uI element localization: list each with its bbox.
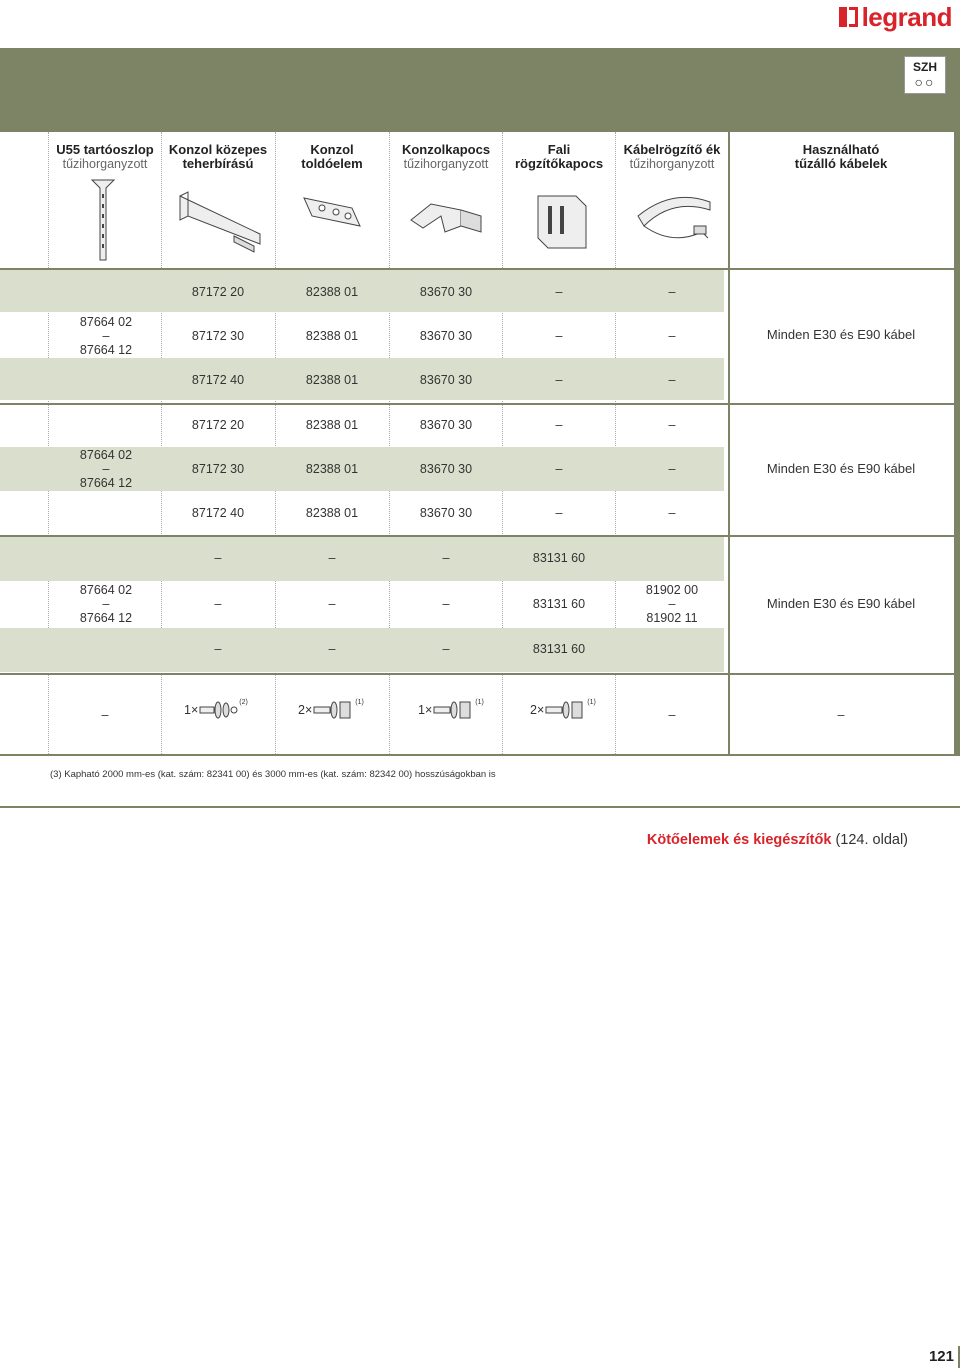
header-band [0, 48, 960, 132]
table-cell: 83670 30 [419, 418, 473, 432]
bolt-nut-icon [312, 700, 354, 720]
footer-divider [0, 806, 960, 808]
col-header-usable-cables: Használható tűzálló kábelek [794, 142, 888, 171]
szh-badge [904, 56, 946, 94]
bolt-nut-icon [544, 700, 586, 720]
col-header-extension: Konzol toldóelem [301, 142, 363, 171]
table-cell: – [668, 462, 676, 476]
group-divider [0, 268, 954, 270]
table-cell: – [668, 708, 676, 722]
footnote: (3) Kapható 2000 mm-es (kat. szám: 82341 00) és 3000 mm-es (kat. szám: 82342 00) hosszúságokban is [50, 769, 496, 780]
table-cell: 87172 40 [191, 506, 245, 520]
usable-cables-text: Minden E30 és E90 kábel [766, 461, 916, 476]
support-column-image [88, 176, 120, 264]
table-cell: 82388 01 [305, 506, 359, 520]
bracket-image [174, 176, 266, 264]
group-divider [0, 403, 954, 405]
table-cell: – [555, 506, 563, 520]
cable-loop-icon: ○○ [914, 74, 936, 90]
table-cell: 87172 20 [191, 285, 245, 299]
col-header-bracket-clip: Konzolkapocs tűzihorganyzott [401, 142, 491, 171]
bracket-clip-image [405, 176, 485, 264]
table-cell: 82388 01 [305, 462, 359, 476]
table-cell: – [328, 597, 336, 611]
table-cell: 83670 30 [419, 329, 473, 343]
group-left-codes: 87664 02 – 87664 12 [79, 448, 133, 490]
cable-wedge-image [632, 176, 716, 264]
legrand-logo [839, 2, 952, 32]
table-cell: – [668, 373, 676, 387]
table-bottom-border [0, 754, 954, 756]
hardware-item: 2× $^{(1)}$ [298, 700, 364, 720]
table-cell: – [101, 708, 109, 722]
table-cell: – [555, 418, 563, 432]
hardware-item: 2× $^{(1)}$ [530, 700, 596, 720]
table-cell: 87172 20 [191, 418, 245, 432]
col-header-wall-clip: Fali rögzítőkapocs [514, 142, 604, 171]
table-cell: – [214, 551, 222, 565]
bolt-washer-icon [198, 700, 238, 720]
table-cell: 83670 30 [419, 285, 473, 299]
table-cell: – [555, 462, 563, 476]
table-cell: – [837, 708, 845, 722]
table-cell: 82388 01 [305, 329, 359, 343]
table-cell: – [555, 329, 563, 343]
table-cell: 82388 01 [305, 285, 359, 299]
table-cell: 83131 60 [532, 642, 586, 656]
col-header-bracket: Konzol közepes teherbírású [168, 142, 268, 171]
table-cell: – [668, 285, 676, 299]
table-cell: 87172 40 [191, 373, 245, 387]
table-cell: 83670 30 [419, 506, 473, 520]
legrand-mark-icon [839, 5, 859, 29]
reference-link[interactable]: Kötőelemek és kiegészítők [646, 832, 832, 848]
table-cell: 82388 01 [305, 418, 359, 432]
group-left-codes: 87664 02 – 87664 12 [79, 315, 133, 357]
wedge-codes: 81902 00 – 81902 11 [645, 583, 699, 625]
table-cell: – [555, 285, 563, 299]
table-cell: 83131 60 [532, 551, 586, 565]
wall-clip-image [530, 176, 594, 264]
group-divider [0, 673, 954, 675]
table-cell: – [442, 642, 450, 656]
hardware-item: 1× $^{(2)}$ [184, 700, 248, 720]
col-header-cable-wedge: Kábelrögzítő ék tűzihorganyzott [623, 142, 721, 171]
col-header-column: U55 tartóoszlop tűzihorganyzott [56, 142, 154, 171]
table-cell: 87172 30 [191, 462, 245, 476]
table-cell: – [328, 642, 336, 656]
table-cell: 83131 60 [532, 597, 586, 611]
table-cell: – [668, 329, 676, 343]
table-cell: 83670 30 [419, 462, 473, 476]
usable-cables-text: Minden E30 és E90 kábel [766, 596, 916, 611]
table-cell: – [214, 597, 222, 611]
extension-image [300, 176, 364, 264]
table-cell: – [442, 597, 450, 611]
page-number: 121 [928, 1348, 954, 1365]
table-cell: – [328, 551, 336, 565]
table-cell: 83670 30 [419, 373, 473, 387]
badge-label: SZH [913, 60, 937, 74]
table-cell: 87172 30 [191, 329, 245, 343]
column-divider [728, 132, 730, 756]
bolt-nut-icon [432, 700, 474, 720]
table-cell: – [668, 418, 676, 432]
table-cell: – [442, 551, 450, 565]
group-left-codes: 87664 02 – 87664 12 [79, 583, 133, 625]
table-cell: – [668, 506, 676, 520]
reference-page: (124. oldal) [835, 832, 908, 848]
cross-reference[interactable] [647, 832, 908, 848]
table-cell: – [555, 373, 563, 387]
usable-cables-text: Minden E30 és E90 kábel [766, 327, 916, 342]
table-cell: 82388 01 [305, 373, 359, 387]
hardware-item: 1× $^{(1)}$ [418, 700, 484, 720]
brand-name: legrand [861, 1, 952, 32]
table-cell: – [214, 642, 222, 656]
